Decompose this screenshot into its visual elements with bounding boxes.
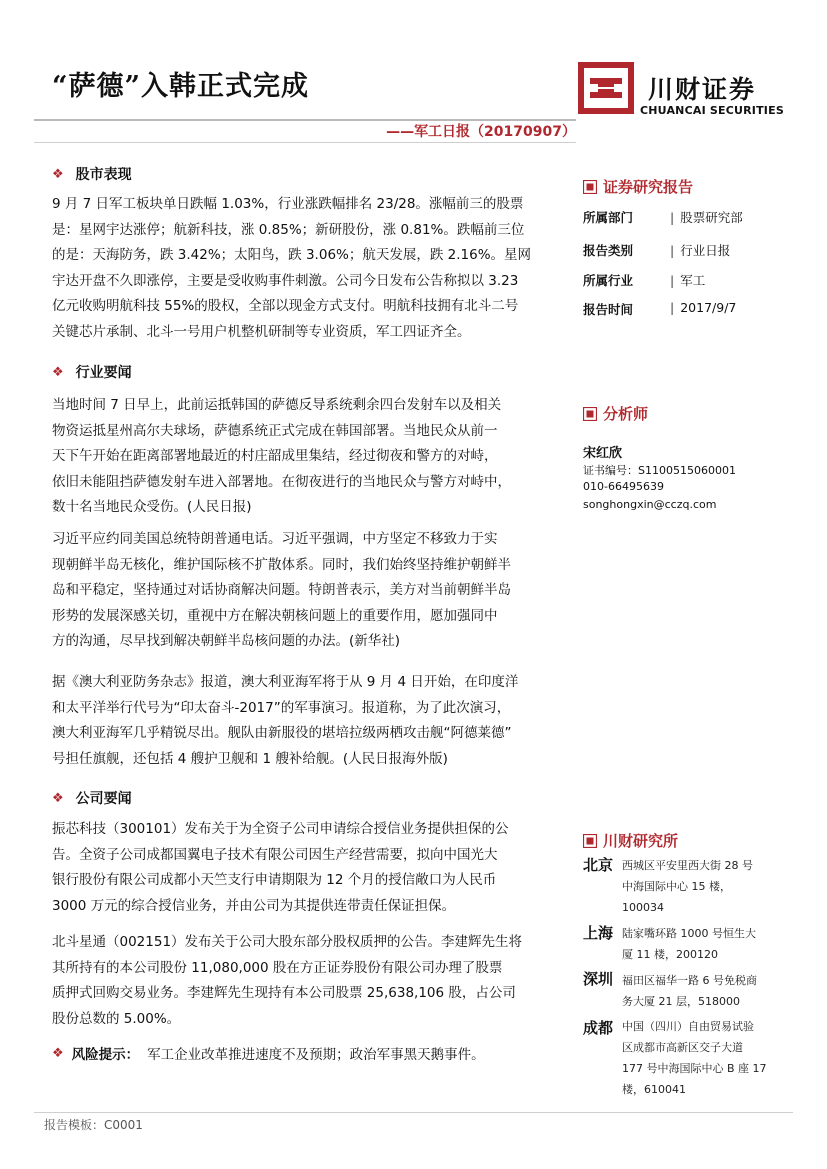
subtitle-divider [34, 142, 576, 143]
text-line: 和太平洋举行代号为“印太奋斗-2017”的军事演习。报道称，为了此次演习， [52, 699, 511, 716]
office-city: 北京 [583, 856, 614, 874]
text-line: 亿元收购明航科技 55%的股权，全部以现金方式支付。明航科技拥有北斗二号 [52, 298, 519, 315]
analyst-heading-text: 分析师 [603, 405, 649, 423]
text-line: 9 月 7 日军工板块单日跌幅 1.03%，行业涨跌幅排名 23/28。涨幅前三的股票 [52, 196, 524, 212]
text-line: 当地时间 7 日早上，此前运抵韩国的萨德反导系统剩余四台发射车以及相关 [52, 397, 502, 413]
info-label: 所属部门 [583, 210, 634, 225]
text-line: 3000 万元的综合授信业务，并由公司为其提供连带责任保证担保。 [52, 897, 456, 914]
address-line: 福田区福华一路 6 号免税商 [622, 974, 757, 987]
text-line: 银行股份有限公司成都小天竺支行申请期限为 12 个月的授信敞口为人民币 [52, 872, 497, 889]
section-heading-text: 股市表现 [75, 167, 132, 183]
info-value: | 军工 [670, 271, 705, 289]
text-line: 是：星网宇达涨停；航新科技，涨 0.85%；新研股份，涨 0.81%。跌幅前三位 [52, 221, 525, 238]
office-city: 深圳 [583, 970, 614, 988]
analyst-cert: 证书编号：S1100515060001 [583, 464, 736, 477]
text-line: 其所持有的本公司股份 11,080,000 股在方正证券股份有限公司办理了股票 [52, 959, 503, 976]
text-line: 澳大利亚海军几乎精锐尽出。舰队由新服役的堪培拉级两栖攻击舰“阿德莱德” [52, 725, 512, 742]
risk-label: 风险提示： [71, 1047, 140, 1063]
text-line: 习近平应约同美国总统特朗普通电话。习近平强调，中方坚定不移致力于实 [52, 531, 498, 547]
section-heading-text: 行业要闻 [75, 365, 132, 381]
section-heading-industry [52, 362, 132, 382]
risk-text: 军工企业改革推进速度不及预期；政治军事黑天鹅事件。 [147, 1047, 485, 1063]
office-city: 成都 [583, 1019, 614, 1037]
office-address [622, 970, 757, 1012]
office-address [622, 923, 756, 965]
analyst-email[interactable]: songhongxin@cczq.com [583, 498, 717, 511]
info-value: | 股票研究部 [670, 208, 743, 226]
text-line: 物资运抵星州高尔夫球场，萨德系统正式完成在韩国部署。当地民众从前一 [52, 422, 498, 439]
institute-heading [583, 830, 678, 851]
text-line: 的是：天海防务，跌 3.42%；太阳鸟，跌 3.06%；航天发展，跌 2.16%。星网 [52, 247, 532, 264]
paragraph [52, 670, 566, 772]
report-subtitle: ——军工日报（20170907） [386, 124, 576, 140]
risk-warning [52, 1043, 485, 1063]
paragraph [52, 527, 566, 655]
address-line: 177 号中海国际中心 B 座 17 [622, 1062, 767, 1075]
office-address [622, 1016, 767, 1100]
diamond-bullet-icon: ❖ [52, 166, 64, 182]
analyst-phone: 010-66495639 [583, 480, 664, 493]
address-line: 区成都市高新区交子大道 [622, 1041, 743, 1054]
text-line: 质押式回购交易业务。李建辉先生现持有本公司股票 25,638,106 股，占公司 [52, 985, 516, 1002]
analyst-icon [583, 407, 597, 421]
diamond-bullet-icon: ❖ [52, 364, 64, 380]
institute-heading-text: 川财研究所 [603, 832, 679, 850]
text-line: 岛和平稳定，坚持通过对话协商解决问题。特朗普表示，美方对当前朝鲜半岛 [52, 582, 511, 599]
text-line: 形势的发展深感关切，重视中方在解决朝核问题上的重要作用，愿加强同中 [52, 607, 498, 624]
text-line: 振芯科技（300101）发布关于为全资子公司申请综合授信业务提供担保的公 [52, 821, 509, 837]
page-title: “萨德”入韩正式完成 [52, 71, 310, 102]
text-line: 股份总数的 5.00%。 [52, 1010, 181, 1027]
section-heading-market [52, 164, 132, 184]
info-label: 报告类别 [583, 243, 634, 258]
company-logo-icon [578, 62, 634, 114]
text-line: 北斗星通（002151）发布关于公司大股东部分股权质押的公告。李建辉先生将 [52, 934, 523, 950]
text-line: 据《澳大利亚防务杂志》报道，澳大利亚海军将于从 9 月 4 日开始，在印度洋 [52, 674, 519, 690]
address-line: 务大厦 21 层，518000 [622, 995, 740, 1008]
office-city: 上海 [583, 924, 614, 942]
text-line: 告。全资子公司成都国翼电子技术有限公司因生产经营需要，拟向中国光大 [52, 846, 498, 863]
paragraph [52, 192, 566, 346]
address-line: 中海国际中心 15 楼， [622, 880, 731, 893]
info-value: | 行业日报 [670, 241, 730, 259]
address-line: 100034 [622, 901, 664, 914]
address-line: 中国（四川）自由贸易试验 [622, 1020, 754, 1033]
text-line: 宇达开盘不久即涨停，主要是受收购事件刺激。公司今日发布公告称拟以 3.23 [52, 272, 519, 289]
info-label: 所属行业 [583, 273, 634, 288]
analyst-heading [583, 403, 648, 424]
info-value: | 2017/9/7 [670, 300, 736, 315]
text-line: 数十名当地民众受伤。(人民日报) [52, 499, 252, 516]
address-line: 西城区平安里西大街 28 号 [622, 859, 753, 872]
office-address [622, 855, 753, 918]
text-line: 方的沟通，尽早找到解决朝鲜半岛核问题的办法。(新华社) [52, 633, 401, 650]
paragraph [52, 393, 566, 521]
address-line: 楼，610041 [622, 1083, 686, 1096]
paragraph [52, 930, 566, 1032]
report-info-heading-text: 证券研究报告 [603, 178, 694, 196]
text-line: 号担任旗舰，还包括 4 艘护卫舰和 1 艘补给舰。(人民日报海外版) [52, 750, 448, 767]
section-heading-company [52, 788, 132, 808]
address-line: 厦 11 楼，200120 [622, 948, 718, 961]
info-label: 报告时间 [583, 302, 634, 317]
text-line: 关键芯片承制、北斗一号用户机整机研制等专业资质，军工四证齐全。 [52, 323, 471, 340]
text-line: 现朝鲜半岛无核化，维护国际核不扩散体系。同时，我们始终坚持维护朝鲜半 [52, 556, 511, 573]
analyst-name: 宋红欣 [583, 446, 623, 461]
address-line: 陆家嘴环路 1000 号恒生大 [622, 927, 756, 940]
institute-icon [583, 834, 597, 848]
report-info-heading [583, 176, 693, 197]
section-heading-text: 公司要闻 [75, 791, 132, 807]
diamond-bullet-icon: ❖ [52, 790, 64, 806]
text-line: 天下午开始在距离部署地最近的村庄韶成里集结，经过彻夜和警方的对峙， [52, 448, 498, 465]
diamond-bullet-icon: ❖ [52, 1045, 64, 1061]
logo-text-cn: 川财证券 [648, 75, 757, 104]
footer-template-id: 报告模板：C0001 [44, 1118, 143, 1132]
text-line: 依旧未能阻挡萨德发射车进入部署地。在彻夜进行的当地民众与警方对峙中， [52, 473, 511, 490]
footer-divider [34, 1112, 793, 1113]
logo-text-en: CHUANCAI SECURITIES [640, 104, 784, 117]
report-icon [583, 180, 597, 194]
paragraph [52, 817, 566, 919]
